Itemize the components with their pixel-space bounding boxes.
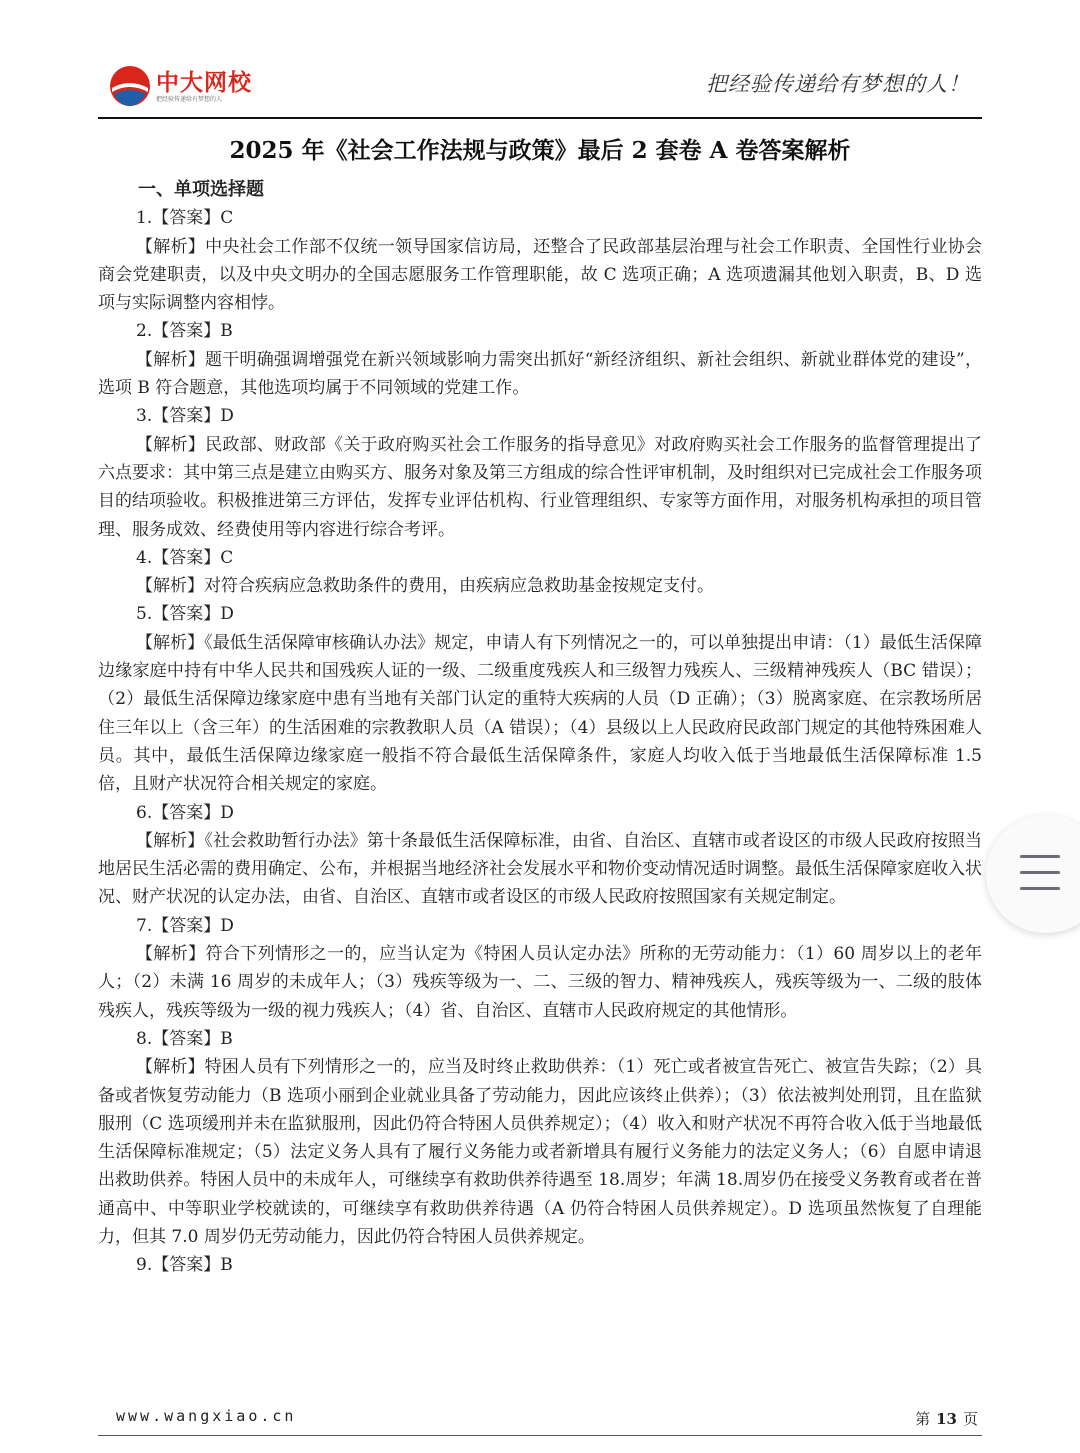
answer-line: 2.【答案】B (136, 321, 233, 342)
page-header (98, 58, 982, 118)
footer-divider (98, 1435, 982, 1436)
answer-line: 9.【答案】B (136, 1255, 233, 1276)
page-title: 2025 年《社会工作法规与政策》最后 2 套卷 A 卷答案解析 (229, 137, 851, 164)
floating-menu-button[interactable] (986, 815, 1080, 933)
answer-line: 8.【答案】B (136, 1028, 233, 1049)
explanation-paragraph: 【解析】中央社会工作部不仅统一领导国家信访局，还整合了民政部基层治理与社会工作职责、全国性行业协会商会党建职责，以及中央文明办的全国志愿服务工作管理职能，故 C 选项正确；A 选项遗漏其他划入职责，B、D 选项与实际调整内容相悖。 (98, 236, 982, 314)
answer-line: 3.【答案】D (136, 406, 234, 427)
explanation-paragraph: 【解析】对符合疾病应急救助条件的费用，由疾病应急救助基金按规定支付。 (136, 576, 714, 597)
footer-website[interactable]: www.wangxiao.cn (116, 1407, 297, 1425)
answer-line: 4.【答案】C (136, 547, 234, 568)
answer-line: 7.【答案】D (136, 915, 234, 936)
page-suffix: 页 (962, 1410, 978, 1428)
brand-logo (108, 64, 268, 108)
page-prefix: 第 (915, 1410, 931, 1428)
document-body (98, 176, 982, 1280)
explanation-paragraph: 【解析】民政部、财政部《关于政府购买社会工作服务的指导意见》对政府购买社会工作服务的监督管理提出了六点要求：其中第三点是建立由购买方、服务对象及第三方组成的综合性评审机制，及时组织对已完成社会工作服务项目的结项验收。积极推进第三方评估，发挥专业评估机构、行业管理组织、专家等方面作用，对服务机构承担的项目管理、服务成效、经费使用等内容进行综合考评。 (98, 434, 982, 540)
explanation-paragraph: 【解析】符合下列情形之一的，应当认定为《特困人员认定办法》所称的无劳动能力：（1）60 周岁以上的老年人；（2）未满 16 周岁的未成年人；（3）残疾等级为一、二、三级的智力、精神残疾人，残疾等级为一、二级的肢体残疾人，残疾等级为一级的视力残疾人；（4）省、自治区、直辖市人民政府规定的其他情形。 (98, 944, 982, 1021)
section-heading: 一、单项选择题 (138, 179, 264, 200)
header-slogan: 把经验传递给有梦想的人！ (706, 72, 970, 96)
answer-line: 5.【答案】D (136, 604, 234, 625)
answer-line: 1.【答案】C (136, 208, 234, 229)
page-number (915, 1408, 978, 1429)
explanation-paragraph: 【解析】特困人员有下列情形之一的，应当及时终止救助供养：（1）死亡或者被宣告死亡、被宣告失踪；（2）具备或者恢复劳动能力（B 选项小丽到企业就业具备了劳动能力，因此应该终止供养）；（3）依法被判处刑罚，且在监狱服刑（C 选项缓刑并未在监狱服刑，因此仍符合特困人员供养规定）；（4）收入和财产状况不再符合收入低于当地最低生活保障标准规定；（5）法定义务人具有了履行义务能力或者新增具有履行义务能力的法定义务人；（6）自愿申请退出救助供养。特困人员中的未成年人，可继续享有救助供养待遇至 18.周岁；年满 18.周岁仍在接受义务教育或者在普通高中、中等职业学校就读的，可继续享有救助供养待遇（A 仍符合特困人员供养规定）。D 选项虽然恢复了自理能力，但其 7.0 周岁仍无劳动能力，因此仍符合特困人员供养规定。 (98, 1057, 982, 1247)
explanation-paragraph: 【解析】题干明确强调增强党在新兴领域影响力需突出抓好“新经济组织、新社会组织、新就业群体党的建设”，选项 B 符合题意，其他选项均属于不同领域的党建工作。 (98, 349, 982, 399)
logo-text: 中大网校 (156, 70, 252, 96)
answer-line: 6.【答案】D (136, 802, 234, 823)
logo-subtitle: 把经验传递给有梦想的人 (156, 96, 223, 103)
logo-icon (108, 64, 152, 108)
page-number-value: 13 (936, 1410, 957, 1428)
header-divider (98, 117, 982, 119)
explanation-paragraph: 【解析】《最低生活保障审核确认办法》规定，申请人有下列情况之一的，可以单独提出申请：（1）最低生活保障边缘家庭中持有中华人民共和国残疾人证的一级、二级重度残疾人和三级智力残疾人、三级精神残疾人（BC 错误）；（2）最低生活保障边缘家庭中患有当地有关部门认定的重特大疾病的人员（D 正确）；（3）脱离家庭、在宗教场所居住三年以上（含三年）的生活困难的宗教教职人员（A 错误）；（4）县级以上人民政府民政部门规定的其他特殊困难人员。其中，最低生活保障边缘家庭一般指不符合最低生活保障条件，家庭人均收入低于当地最低生活保障标准 1.5 倍，且财产状况符合相关规定的家庭。 (98, 632, 982, 795)
explanation-paragraph: 【解析】《社会救助暂行办法》第十条最低生活保障标准，由省、自治区、直辖市或者设区的市级人民政府按照当地居民生活必需的费用确定、公布，并根据当地经济社会发展水平和物价变动情况适时调整。最低生活保障家庭收入状况、财产状况的认定办法，由省、自治区、直辖市或者设区的市级人民政府按照国家有关规定制定。 (98, 830, 982, 908)
